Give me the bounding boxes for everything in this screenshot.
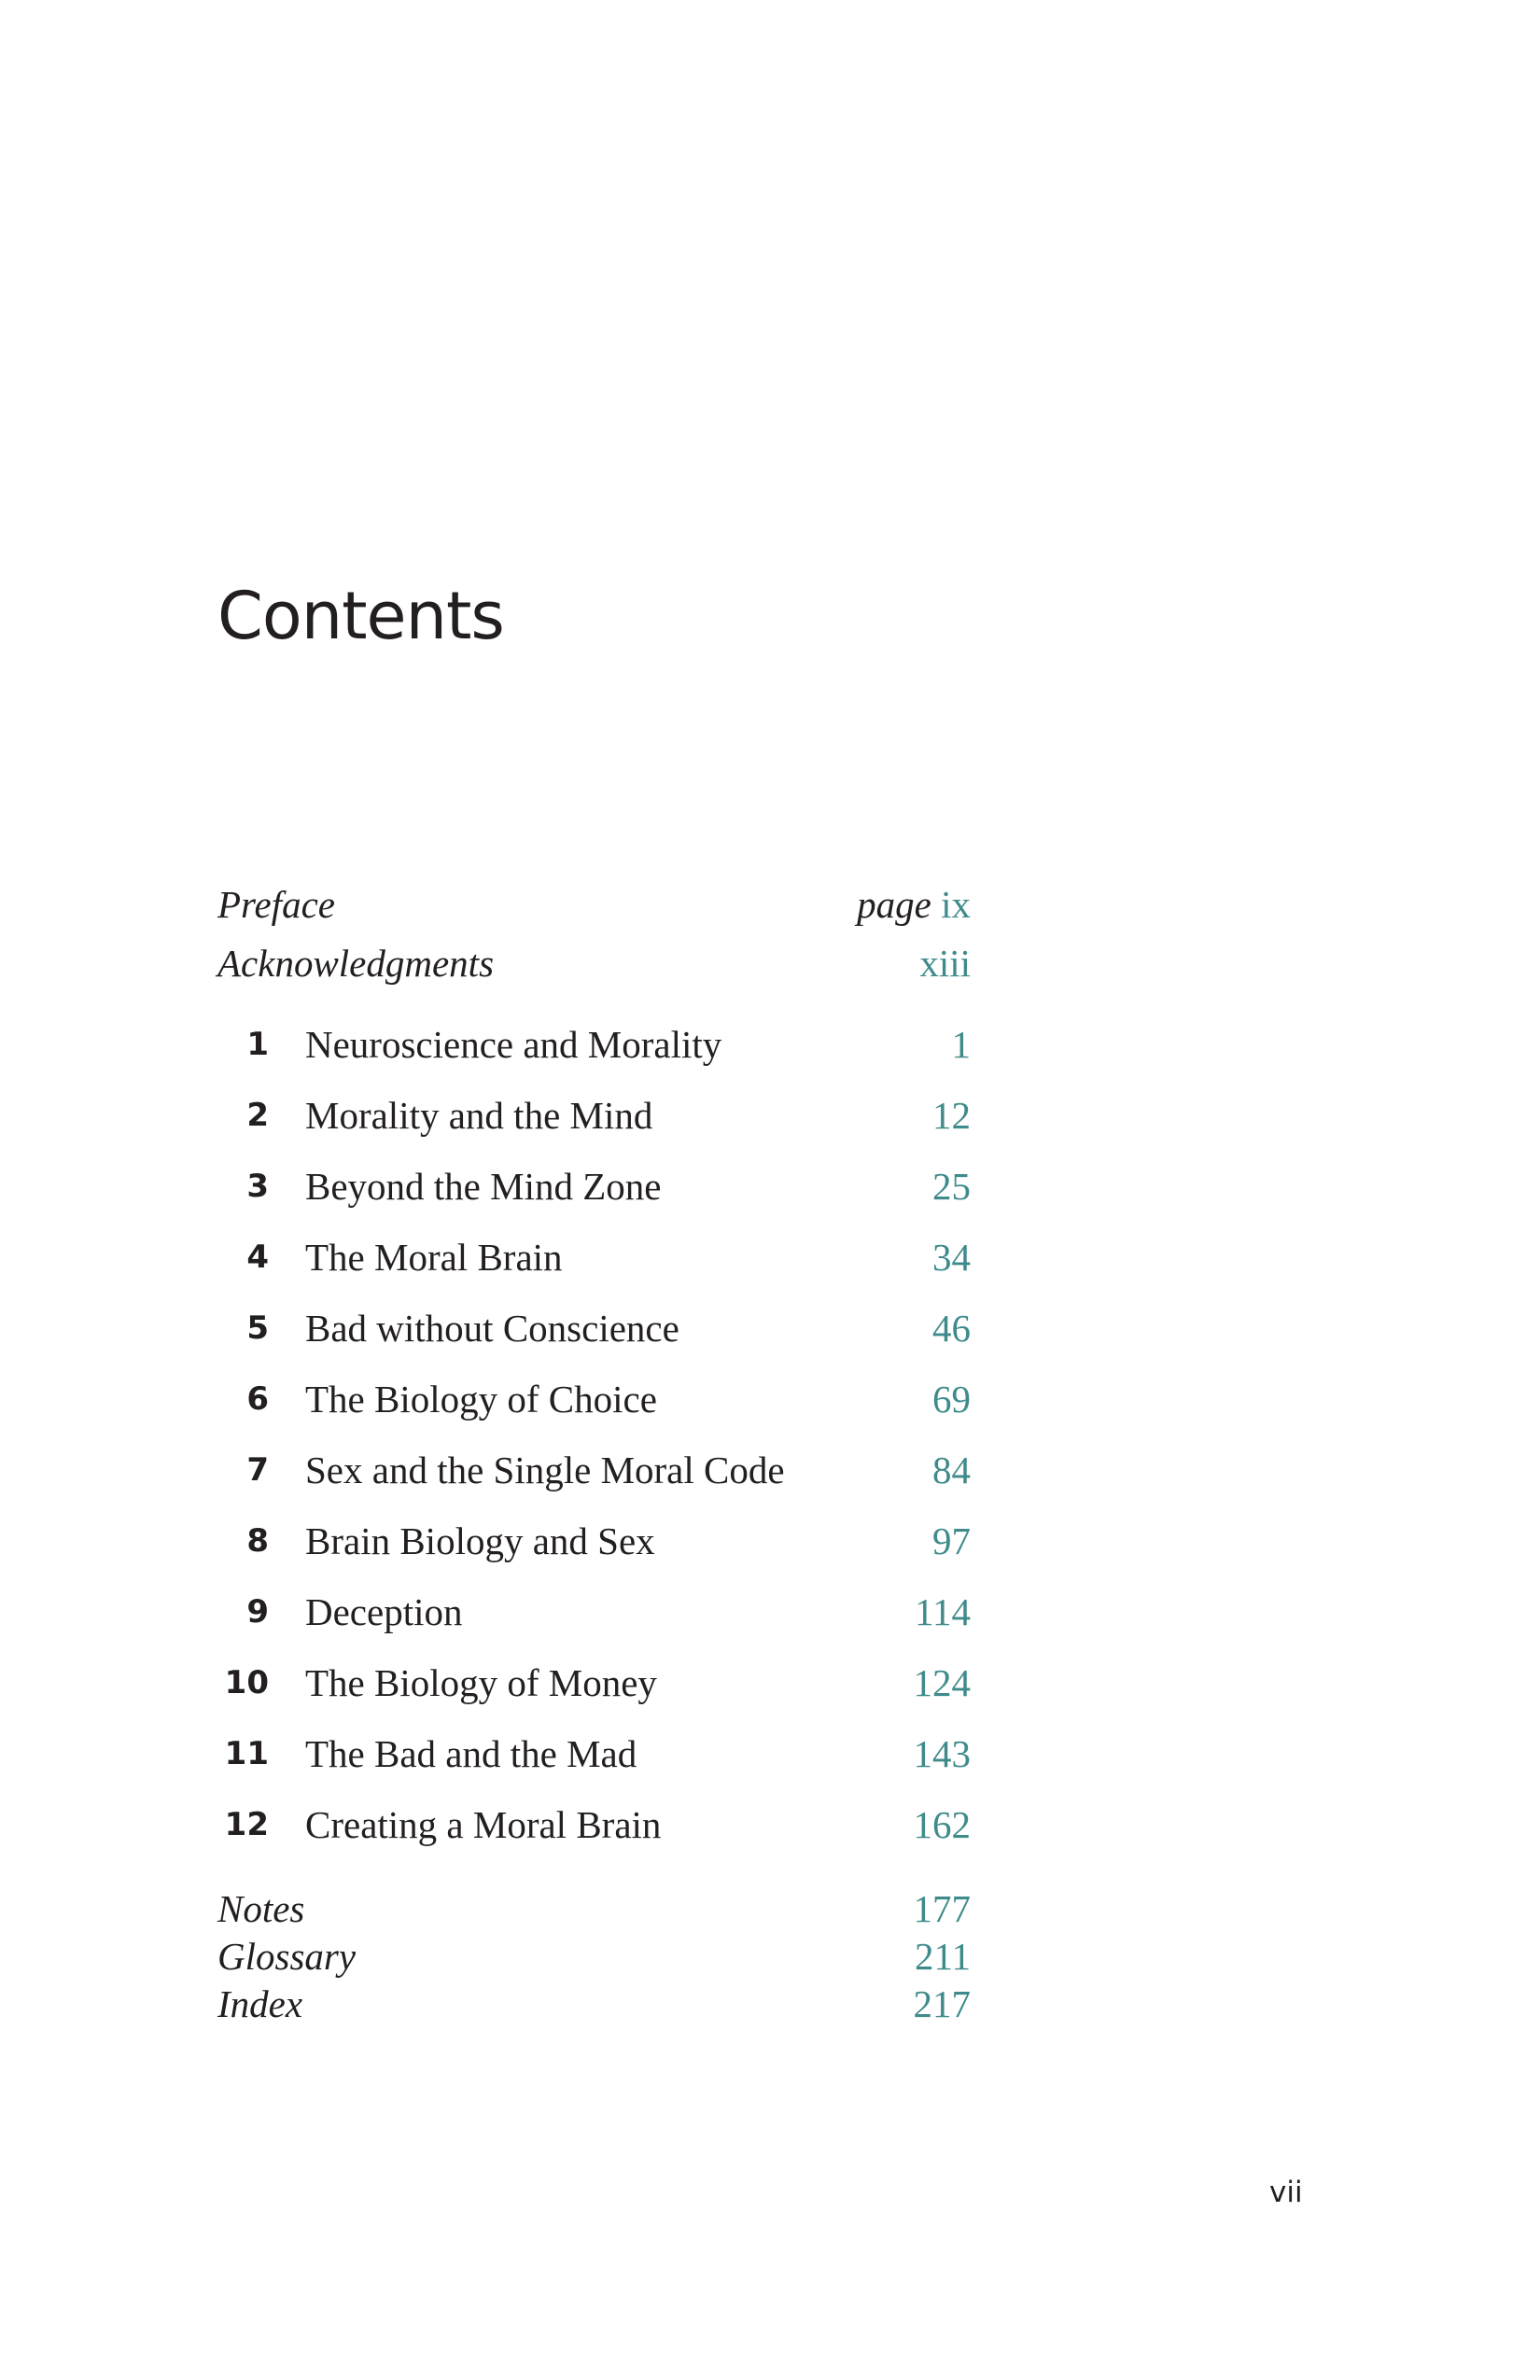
toc-chapter-11[interactable] <box>217 1728 971 1780</box>
chapter-title: Bad without Conscience <box>305 1307 679 1350</box>
chapter-number: 6 <box>246 1380 269 1418</box>
chapter-title: Creating a Moral Brain <box>305 1803 662 1846</box>
chapter-number: 2 <box>246 1097 269 1134</box>
chapter-page: 97 <box>932 1519 971 1562</box>
page-folio: vii <box>1269 2176 1303 2209</box>
chapter-number: 9 <box>246 1593 269 1631</box>
chapter-number: 8 <box>246 1522 269 1560</box>
toc-chapter-1[interactable] <box>217 1018 971 1071</box>
chapter-title: Sex and the Single Moral Code <box>305 1449 785 1491</box>
toc-entry-page: page ix <box>857 883 971 926</box>
chapter-page: 143 <box>913 1732 971 1775</box>
chapter-title: Brain Biology and Sex <box>305 1519 655 1562</box>
chapter-page: 12 <box>932 1094 971 1137</box>
toc-chapter-4[interactable] <box>217 1231 971 1283</box>
chapter-page: 84 <box>932 1449 971 1491</box>
toc-entry-page: 217 <box>913 1982 971 2025</box>
toc-entry-preface[interactable] <box>217 878 971 931</box>
toc-chapter-10[interactable] <box>217 1657 971 1709</box>
chapter-number: 11 <box>224 1735 269 1772</box>
toc-chapter-5[interactable] <box>217 1302 971 1354</box>
toc-entry-page: 211 <box>915 1935 971 1978</box>
toc-chapter-8[interactable] <box>217 1515 971 1567</box>
toc-chapter-7[interactable] <box>217 1444 971 1496</box>
chapter-title: The Biology of Choice <box>305 1378 657 1421</box>
toc-entry-notes[interactable] <box>217 1883 971 1935</box>
chapter-title: The Moral Brain <box>305 1236 563 1279</box>
toc-entry-label: Index <box>217 1982 303 2025</box>
toc-entry-label: Preface <box>217 883 335 926</box>
chapter-number: 10 <box>224 1664 269 1701</box>
chapter-number: 1 <box>246 1026 269 1063</box>
toc-entry-glossary[interactable] <box>217 1930 971 1982</box>
toc-entry-index[interactable] <box>217 1978 971 2030</box>
chapter-title: Deception <box>305 1590 463 1633</box>
chapter-page: 46 <box>932 1307 971 1350</box>
chapter-page: 69 <box>932 1378 971 1421</box>
toc-entry-page: 177 <box>913 1887 971 1930</box>
chapter-title: Morality and the Mind <box>305 1094 653 1137</box>
chapter-number: 5 <box>246 1309 269 1347</box>
page-title: Contents <box>217 578 504 654</box>
toc-chapter-3[interactable] <box>217 1160 971 1212</box>
chapter-page: 25 <box>932 1165 971 1208</box>
chapter-title: Beyond the Mind Zone <box>305 1165 662 1208</box>
chapter-page: 1 <box>951 1023 971 1066</box>
toc-entry-label: Acknowledgments <box>217 942 495 985</box>
chapter-number: 4 <box>246 1239 269 1276</box>
chapter-page: 124 <box>913 1661 971 1704</box>
toc-entry-label: Notes <box>217 1887 305 1930</box>
chapter-title: Neuroscience and Morality <box>305 1023 722 1066</box>
chapter-page: 114 <box>915 1590 971 1633</box>
toc-chapter-9[interactable] <box>217 1586 971 1638</box>
toc-entry-page: xiii <box>919 942 971 985</box>
chapter-title: The Bad and the Mad <box>305 1732 637 1775</box>
toc-entry-acknowledgments[interactable] <box>217 937 971 989</box>
toc-entry-label: Glossary <box>217 1935 357 1978</box>
chapter-number: 7 <box>246 1451 269 1489</box>
chapter-page: 34 <box>932 1236 971 1279</box>
page-prefix: page <box>857 883 931 926</box>
chapter-title: The Biology of Money <box>305 1661 657 1704</box>
toc-chapter-2[interactable] <box>217 1089 971 1141</box>
toc-chapter-12[interactable] <box>217 1799 971 1851</box>
chapter-number: 3 <box>246 1168 269 1205</box>
chapter-number: 12 <box>224 1806 269 1843</box>
chapter-page: 162 <box>913 1803 971 1846</box>
toc-chapter-6[interactable] <box>217 1373 971 1425</box>
